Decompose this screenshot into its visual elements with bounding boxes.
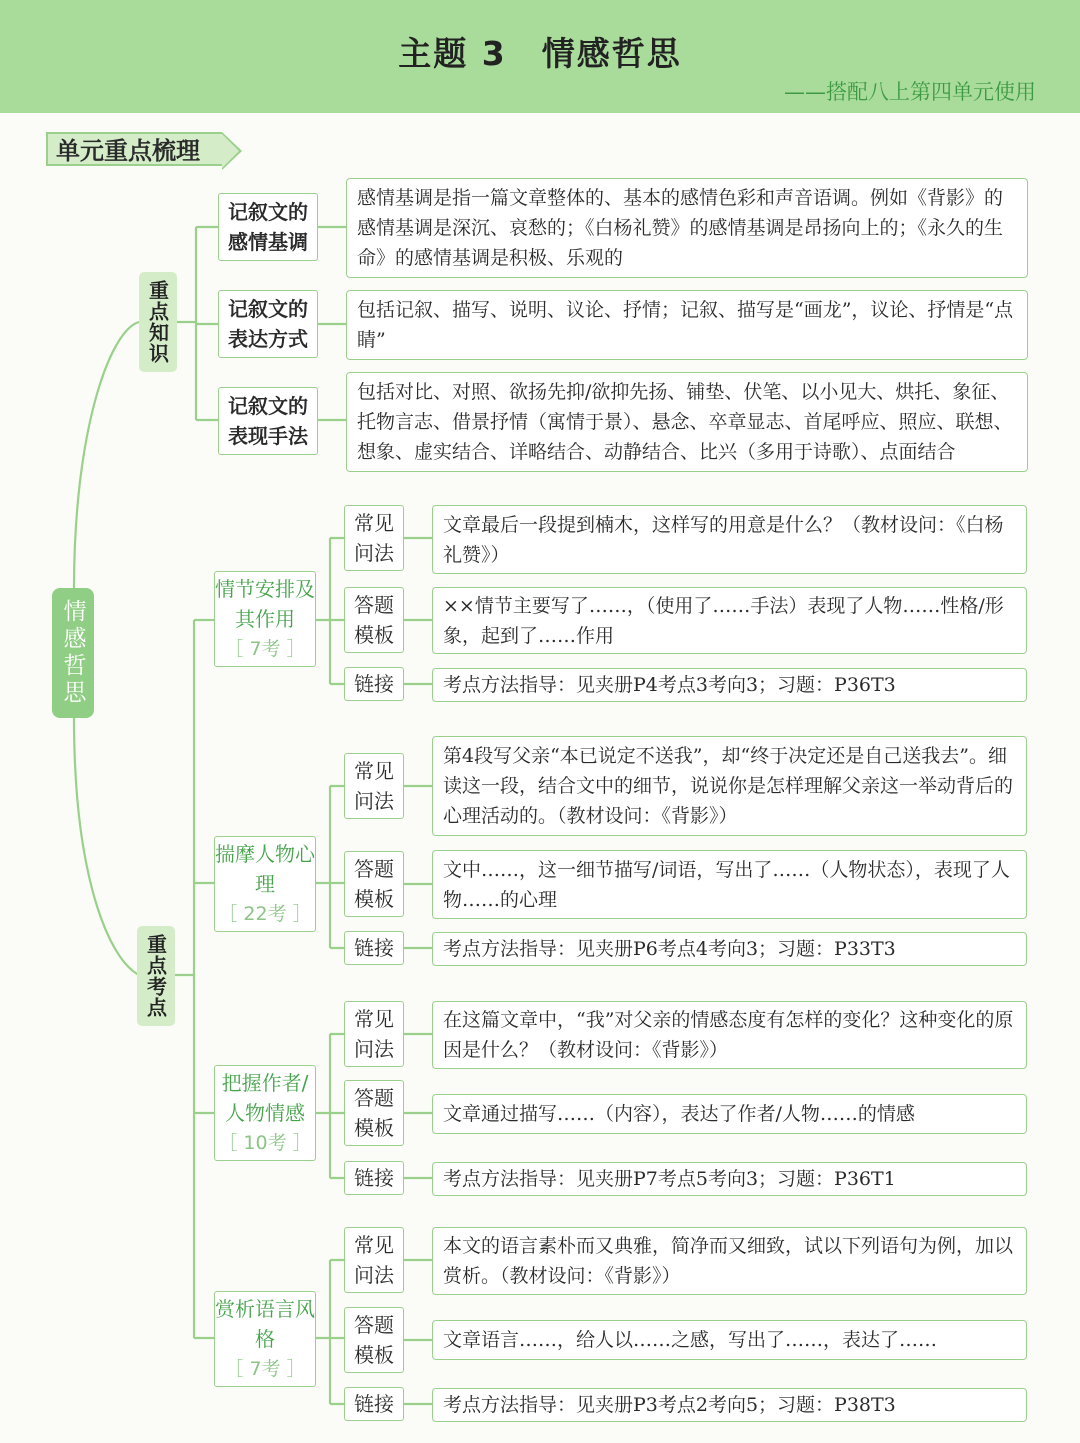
group4-bracket — [316, 1260, 344, 1404]
question-text: 文章最后一段提到楠木，这样写的用意是什么？（教材设问：《白杨礼赞》） — [432, 505, 1027, 574]
template-label: 答题模板 — [344, 1307, 404, 1373]
section-title: 单元重点梳理 — [46, 132, 222, 166]
link-label: 链接 — [344, 931, 404, 965]
exam-point-name: 情节安排及其作用 — [215, 577, 315, 631]
question-text: 第4段写父亲“本已说定不送我”，却“终于决定还是自己送我去”。细读这一段，结合文中的细节，说说你是怎样理解父亲这一举动背后的心理活动的。（教材设问：《背影》） — [432, 736, 1027, 836]
exam-point-count: ［ 7考 ］ — [224, 1358, 306, 1380]
exam-point-name: 把握作者/人物情感 — [221, 1071, 309, 1125]
knowledge-content-techniques: 包括对比、对照、欲扬先抑/欲抑先扬、铺垫、伏笔、以小见大、烘托、象征、托物言志、借景抒情（寓情于景）、悬念、卒章显志、首尾呼应、照应、联想、想象、虚实结合、详略结合、动静结合、比兴（多用于诗歌）、点面结合 — [346, 372, 1028, 472]
question-label: 常见问法 — [344, 753, 404, 819]
page-subtitle: ——搭配八上第四单元使用 — [784, 80, 1036, 104]
exam-bracket — [175, 620, 214, 1338]
group1-box-connectors — [404, 538, 432, 684]
root-to-exam-connector — [74, 718, 139, 975]
template-label: 答题模板 — [344, 851, 404, 917]
exam-point-name: 揣摩人物心理 — [215, 842, 315, 896]
link-text: 考点方法指导：见夹册P3考点2考向5；习题：P38T3 — [432, 1388, 1027, 1422]
question-text: 在这篇文章中，“我”对父亲的情感态度有怎样的变化？这种变化的原因是什么？（教材设问：《背影》） — [432, 1001, 1027, 1069]
knowledge-bracket — [177, 227, 218, 420]
exam-point-name: 赏析语言风格 — [215, 1297, 315, 1351]
group4-box-connectors — [404, 1260, 432, 1404]
exam-point-count: ［ 10考 ］ — [218, 1132, 312, 1154]
group2-box-connectors — [404, 786, 432, 948]
group3-bracket — [316, 1034, 344, 1178]
root-to-knowledge-connector — [74, 322, 139, 588]
link-text: 考点方法指导：见夹册P7考点5考向3；习题：P36T1 — [432, 1162, 1027, 1196]
page-title: 主题 3 情感哲思 — [398, 34, 682, 73]
group2-bracket — [316, 786, 344, 948]
group3-box-connectors — [404, 1034, 432, 1178]
exam-point-language — [214, 1291, 316, 1387]
exam-point-emotion — [214, 1065, 316, 1161]
exam-point-plot — [214, 571, 316, 667]
link-label: 链接 — [344, 1387, 404, 1421]
branch-key-knowledge: 重点知识 — [139, 272, 177, 372]
exam-point-psychology — [214, 836, 316, 932]
root-node: 情感哲思 — [52, 588, 94, 718]
branch-key-exam-points: 重点考点 — [137, 926, 175, 1026]
link-label: 链接 — [344, 667, 404, 701]
knowledge-content-expression: 包括记叙、描写、说明、议论、抒情；记叙、描写是“画龙”，议论、抒情是“点睛” — [346, 290, 1028, 360]
group1-bracket — [316, 538, 344, 684]
link-text: 考点方法指导：见夹册P6考点4考向3；习题：P33T3 — [432, 932, 1027, 966]
link-text: 考点方法指导：见夹册P4考点3考向3；习题：P36T3 — [432, 668, 1027, 702]
exam-point-count: ［ 22考 ］ — [218, 903, 312, 925]
template-text: 文章通过描写……（内容），表达了作者/人物……的情感 — [432, 1094, 1027, 1134]
template-label: 答题模板 — [344, 1080, 404, 1146]
template-text: ××情节主要写了……，（使用了……手法）表现了人物……性格/形象，起到了……作用 — [432, 587, 1027, 654]
question-text: 本文的语言素朴而又典雅，简净而又细致，试以下列语句为例，加以赏析。（教材设问：《背影》） — [432, 1227, 1027, 1295]
question-label: 常见问法 — [344, 1001, 404, 1067]
template-label: 答题模板 — [344, 587, 404, 653]
template-text: 文中……，这一细节描写/词语，写出了……（人物状态），表现了人物……的心理 — [432, 850, 1027, 919]
knowledge-topic-expression: 记叙文的表达方式 — [218, 290, 318, 358]
knowledge-content-tone: 感情基调是指一篇文章整体的、基本的感情色彩和声音语调。例如《背影》的感情基调是深沉、哀愁的；《白杨礼赞》的感情基调是昂扬向上的；《永久的生命》的感情基调是积极、乐观的 — [346, 178, 1028, 278]
knowledge-topic-connectors — [318, 227, 346, 420]
knowledge-topic-techniques: 记叙文的表现手法 — [218, 387, 318, 455]
exam-point-count: ［ 7考 ］ — [224, 638, 306, 660]
link-label: 链接 — [344, 1161, 404, 1195]
question-label: 常见问法 — [344, 505, 404, 571]
knowledge-topic-tone: 记叙文的感情基调 — [218, 193, 318, 261]
question-label: 常见问法 — [344, 1227, 404, 1293]
template-text: 文章语言……，给人以……之感，写出了……，表达了…… — [432, 1320, 1027, 1360]
